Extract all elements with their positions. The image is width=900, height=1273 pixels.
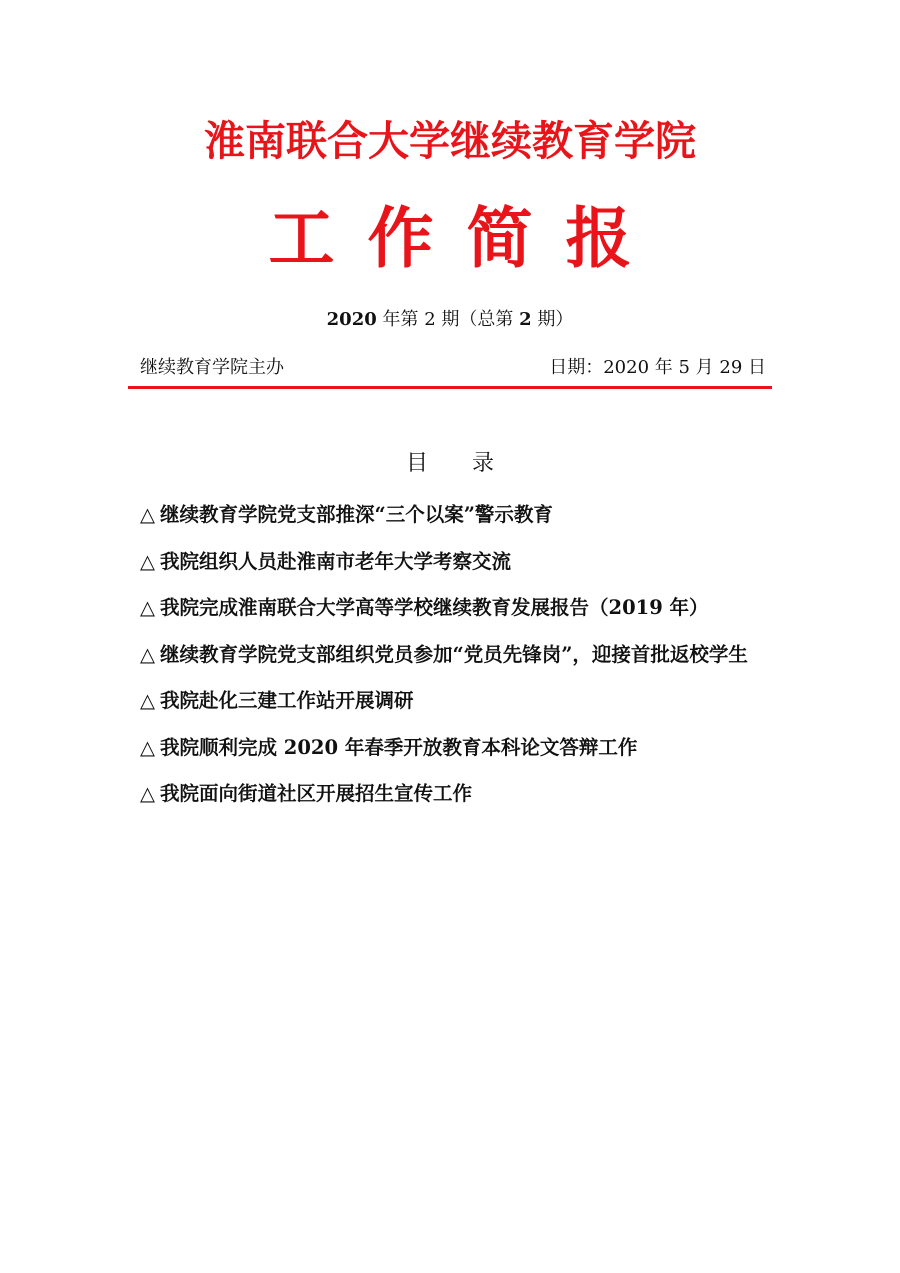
toc-item [140, 678, 780, 725]
toc-item [140, 492, 780, 539]
triangle-icon: △ [140, 782, 155, 805]
toc-item-text: 我院面向街道社区开展招生宣传工作 [160, 782, 473, 805]
issue-year: 2020 [326, 309, 377, 330]
host-text: 继续教育学院主办 [140, 357, 284, 378]
toc-item [140, 585, 780, 632]
toc-item-text: 我院组织人员赴淮南市老年大学考察交流 [160, 549, 512, 573]
toc-item [140, 771, 780, 818]
toc-item [140, 539, 780, 586]
red-divider [128, 386, 772, 389]
triangle-icon: △ [140, 549, 155, 573]
toc-heading: 目录 [405, 451, 538, 476]
date-text: 日期：2020 年 5 月 29 日 [549, 357, 766, 378]
issue-line [0, 306, 900, 334]
toc-item-text: 我院赴化三建工作站开展调研 [160, 689, 414, 712]
toc-item [140, 725, 780, 772]
toc-item-text: 我院顺利完成 2020 年春季开放教育本科论文答辩工作 [160, 735, 638, 759]
toc-item-text: 我院完成淮南联合大学高等学校继续教育发展报告（2019 年） [160, 596, 709, 619]
toc-item-text: 继续教育学院党支部组织党员参加“党员先锋岗”，迎接首批返校学生 [160, 642, 748, 666]
toc-item [140, 632, 780, 679]
triangle-icon: △ [140, 735, 155, 759]
toc-list [140, 492, 780, 818]
issue-year-suffix: 年第 2 期（总第 [376, 309, 520, 330]
org-title: 淮南联合大学继续教育学院 [204, 117, 696, 165]
bulletin-title: 工作简报 [268, 199, 665, 277]
triangle-icon: △ [140, 642, 155, 666]
triangle-icon: △ [140, 503, 155, 526]
toc-item-text: 继续教育学院党支部推深“三个以案”警示教育 [160, 503, 553, 526]
issue-total-suffix: 期） [531, 309, 574, 330]
issue-total: 2 [519, 309, 532, 330]
triangle-icon: △ [140, 689, 155, 712]
host-date-line [140, 353, 772, 383]
triangle-icon: △ [140, 596, 155, 619]
